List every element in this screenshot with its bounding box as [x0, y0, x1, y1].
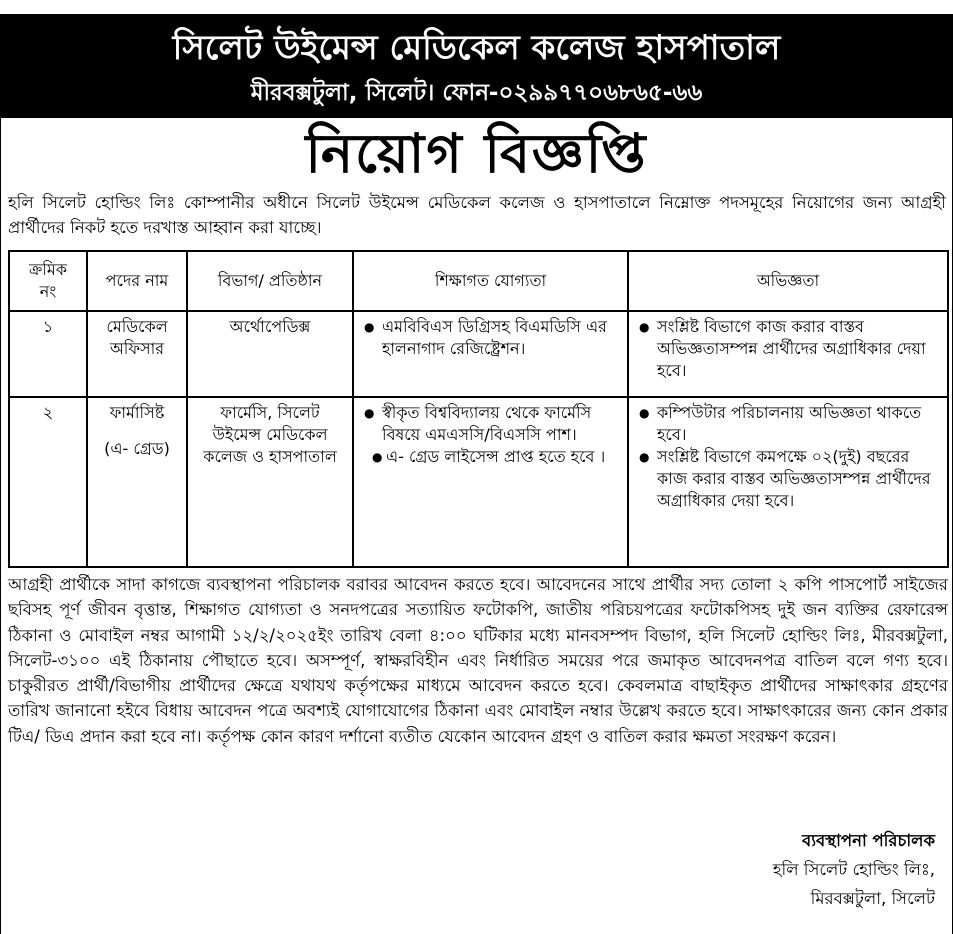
experience-header: অভিজ্ঞতা: [628, 251, 948, 311]
education-cell: [353, 397, 628, 567]
signatory-location: মিরবক্সটুলা, সিলেট: [810, 889, 935, 908]
intro-paragraph: হলি সিলেট হোল্ডিং লিঃ কোম্পানীর অধীনে সিলেট উইমেন্স মেডিকেল কলেজ ও হাসপাতালে নিম্নোক্ত পদসমূহের নিয়োগের জন্য আগ্রহী প্রার্থীদের নিকট হতে দরখাস্ত আহ্বান করা যাচ্ছে।: [8, 193, 946, 237]
posts-table: [8, 250, 949, 568]
table-header-row: [9, 251, 948, 311]
education-header: শিক্ষাগত যোগ্যতা: [353, 251, 628, 311]
department-cell: ফার্মেসি, সিলেট উইমেন্স মেডিকেল কলেজ ও হাসপাতাল: [187, 397, 353, 567]
department-header: বিভাগ/ প্রতিষ্ঠান: [187, 251, 353, 311]
education-bullet: ● স্বীকৃত বিশ্ববিদ্যালয় থেকে ফার্মেসি বিষয়ে এমএসসি/বিএসসি পাশ।: [360, 402, 621, 446]
post-header: পদের নাম: [87, 251, 187, 311]
table-row: [9, 311, 948, 397]
notice-title: নিয়োগ বিজ্ঞপ্তি: [305, 121, 648, 185]
serial-header: ক্রমিক নং: [9, 251, 87, 311]
serial-cell: ১: [9, 311, 87, 397]
table-row: [9, 397, 948, 567]
experience-bullet: ● কম্পিউটার পরিচালনায় অভিজ্ঞতা থাকতে হবে।: [635, 402, 941, 446]
post-cell: মেডিকেল অফিসার: [87, 311, 187, 397]
department-cell: অর্থোপেডিক্স: [187, 311, 353, 397]
header-banner: [0, 14, 953, 118]
education-cell: [353, 311, 628, 397]
post-cell: ফার্মাসিষ্ট (এ- গ্রেড): [87, 397, 187, 567]
experience-cell: [628, 397, 948, 567]
signatory-company: হলি সিলেট হোল্ডিং লিঃ,: [772, 860, 935, 879]
serial-cell: ২: [9, 397, 87, 567]
hospital-name: সিলেট উইমেন্স মেডিকেল কলেজ হাসপাতাল: [172, 28, 781, 68]
experience-bullet: ● সংশ্লিষ্ট বিভাগে কমপক্ষে ০২(দুই) বছরের কাজ করার বাস্তব অভিজ্ঞতাসম্পন্ন প্রার্থীদের অগ্রাধিকার দেয়া হবে।: [635, 446, 941, 512]
education-bullet: ● এমবিবিএস ডিগ্রিসহ বিএমডিসি এর হালনাগাদ রেজিষ্ট্রেশন।: [360, 316, 621, 360]
hospital-address: মীরবক্সটুলা, সিলেট। ফোন-০২৯৯৭৭০৬৮৬৫-৬৬: [250, 80, 703, 106]
application-instructions: আগ্রহী প্রার্থীকে সাদা কাগজে ব্যবস্থাপনা পরিচালক বরাবর আবেদন করতে হবে। আবেদনের সাথে প্রার্থীর সদ্য তোলা ২ কপি পাসপোর্ট সাইজের ছবিসহ পূর্ণ জীবন বৃত্তান্ত, শিক্ষাগত যোগ্যতা ও সনদপত্রের সত্যায়িত ফটোকপি, জাতীয় পরিচয়পত্রের ফটোকপিসহ দুই জন ব্যক্তির রেফারেন্স ঠিকানা ও মোবাইল নম্বর আগামী ১২/২/২০২৫ইং তারিখ বেলা ৪:০০ ঘটিকার মধ্যে মানবসম্পদ বিভাগ, হলি সিলেট হোল্ডিং লিঃ, মীরবক্সটুলা, সিলেট-৩১০০ এই ঠিকানায় পৌছাতে হবে। অসম্পূর্ণ, স্বাক্ষরবিহীন এবং নির্ধারিত সময়ের পরে জমাকৃত আবেদনপত্র বাতিল বলে গণ্য হবে। চাকুরীরত প্রার্থী/বিভাগীয় প্রার্থীদের ক্ষেত্রে যথাযথ কর্তৃপক্ষের মাধ্যমে আবেদন করতে হবে। কেবলমাত্র বাছাইকৃত প্রার্থীদের সাক্ষাৎকার গ্রহণের তারিখ জানানো হইবে বিধায় আবেদন পত্রে অবশ্যই যোগাযোগের ঠিকানা এবং মোবাইল নম্বার উল্লেখ করতে হবে। সাক্ষাৎকারের জন্য কোন প্রকার টিএ/ ডিএ প্রদান করা হবে না। কর্তৃপক্ষ কোন কারণ দর্শানো ব্যতীত যেকোন আবেদন গ্রহণ ও বাতিল করার ক্ষমতা সংরক্ষণ করেন।: [8, 575, 948, 746]
signatory-role: ব্যবস্থাপনা পরিচালক: [802, 831, 935, 850]
experience-cell: [628, 311, 948, 397]
education-sub-bullet: ● এ- গ্রেড লাইসেন্স প্রাপ্ত হতে হবে ।: [372, 447, 606, 466]
signature-block: [773, 826, 935, 913]
experience-bullet: ● সংশ্লিষ্ট বিভাগে কাজ করার বাস্তব অভিজ্ঞতাসম্পন্ন প্রার্থীদের অগ্রাধিকার দেয়া হবে।: [635, 316, 941, 382]
